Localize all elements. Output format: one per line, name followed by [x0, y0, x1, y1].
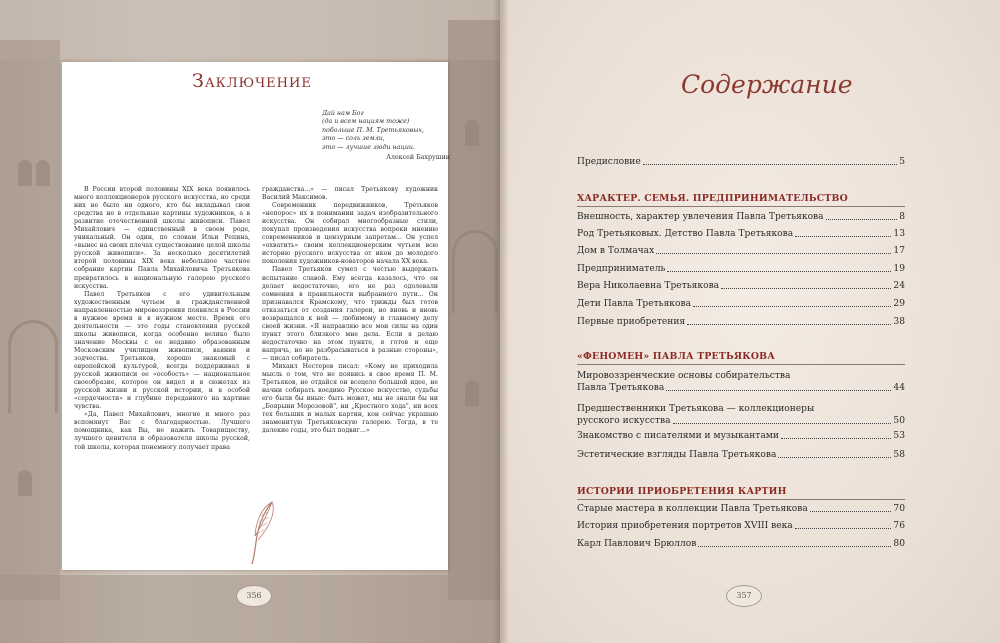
- dot-leader: [781, 438, 892, 439]
- toc-section-title: «ФЕНОМЕН» ПАВЛА ТРЕТЬЯКОВА: [577, 351, 776, 362]
- toc-entry-label: Мировоззренческие основы собирательства: [577, 371, 791, 381]
- toc-entry-label: Первые приобретения: [577, 317, 686, 327]
- page-number-right: 357: [726, 585, 762, 607]
- toc-entry-label: Предприниматель: [577, 264, 666, 274]
- epigraph: [322, 110, 450, 162]
- page-number-left: 356: [236, 585, 272, 607]
- toc-entry-page: 58: [893, 450, 905, 460]
- paragraph: «Да, Павел Михайлович, многие и много раз вспомянут Вас с благодарностью. Лучшего помощника, как Вы, не нажить Товариществу, лучшего ценителя и образователя школы русской, той школы, которая понемногу получает права: [74, 411, 250, 451]
- toc-entry[interactable]: [577, 229, 905, 240]
- chapter-title: Заключение: [192, 70, 312, 92]
- toc-entry[interactable]: [577, 504, 905, 515]
- toc-entry-page: 38: [893, 317, 905, 327]
- dot-leader: [721, 288, 891, 289]
- toc-entry-label: Дети Павла Третьякова: [577, 299, 692, 309]
- paragraph: В России второй половины XIX века появилось много коллекционеров русского искусства, но среди них не было ни одного, кто бы вкладывал свои средства не в отдельные картины художников, а в развитие отечественной школы живописи. Павел Михайлович — единственный в своем роде, уникальный. Он один, по словам Ильи Репина, «вынес на своих плечах существование целой школы русской живописи». За несколько десятилетий второй половины XIX века небольшое частное собрание картин Павла Михайловича Третьякова превратилось в национальную галерею русского искусства.: [74, 186, 250, 290]
- toc-entry-label: Вера Николаевна Третьякова: [577, 281, 720, 291]
- toc-entry[interactable]: [577, 404, 905, 427]
- toc-entry-label: Карл Павлович Брюллов: [577, 539, 697, 549]
- dot-leader: [666, 390, 891, 391]
- toc-entry-page: 76: [893, 521, 905, 531]
- engraving-window: [465, 120, 479, 146]
- toc-entry[interactable]: [577, 299, 905, 310]
- dot-leader: [656, 253, 891, 254]
- right-page: [500, 0, 1000, 643]
- toc-entry-page: 13: [893, 229, 905, 239]
- toc-entry-label: Род Третьяковых. Детство Павла Третьякова: [577, 229, 794, 239]
- toc-entry[interactable]: [577, 521, 905, 532]
- toc-section-title: ИСТОРИИ ПРИОБРЕТЕНИЯ КАРТИН: [577, 486, 787, 497]
- toc-entry-label: История приобретения портретов XVIII века: [577, 521, 793, 531]
- toc-entry-label: Старые мастера в коллекции Павла Третьякова: [577, 504, 808, 514]
- toc-entry[interactable]: [577, 212, 905, 223]
- dot-leader: [778, 457, 891, 458]
- engraving-window: [465, 380, 479, 406]
- toc-entry-page: 50: [893, 415, 905, 426]
- epigraph-line: (да и всем нациям тоже): [322, 118, 410, 126]
- paragraph: Павел Третьяков с его удивительным художественным чутьем и гражданственной направленностью мировоззрения появился в России в нужное время и в нужном месте. Время его деятельности — это годы становления русской школы живописи, когда особенно велико было значение Москвы с ее недавно образованным Московским училищем живописи, ваяния и зодчества. Третьяков, хорошо знакомый с европейской культурой, всегда поддерживал в русской живописи ее «особость» — национальное своеобразие, которое он видел и в сюжетах из русской жизни и русской истории, и в особой «сердечности» и глубине переданного на картине чувства.: [74, 290, 250, 411]
- toc-entry-page: 19: [893, 264, 905, 274]
- toc-entry[interactable]: [577, 371, 905, 394]
- paragraph: Михаил Нестеров писал: «Кому не приходила мысль о том, что не появись в свое время П. М. Третьяков, не отдайся он всецело большой идее, не начни собирать воедино Русское искусство, судьбы его были бы иные: быть может, мы не знали бы ни „Боярыни Морозовой", ни „Крестного хода", ни всех тех больших и малых картин, кон сейчас украшаю знаменитую Третьяковскую галерею. Тогда, в те далекие годы, это был подвиг...»: [262, 363, 438, 435]
- toc-entry[interactable]: [577, 539, 905, 550]
- toc-entry-page: 53: [893, 431, 905, 441]
- toc-entry-page: 8: [899, 212, 905, 222]
- epigraph-author: Алексей Бахрушин: [386, 154, 450, 162]
- dot-leader: [687, 324, 891, 325]
- dot-leader: [667, 271, 891, 272]
- toc-entry-page: 70: [893, 504, 905, 514]
- toc-entry-label: Предисловие: [577, 157, 641, 167]
- toc-section-title: ХАРАКТЕР. СЕМЬЯ. ПРЕДПРИНИМАТЕЛЬСТВО: [577, 193, 848, 204]
- section-rule: [577, 364, 905, 365]
- toc-entry-page: 24: [893, 281, 905, 291]
- toc-entry-page: 80: [893, 539, 905, 549]
- dot-leader: [698, 546, 891, 547]
- dot-leader: [795, 236, 891, 237]
- text-column-2: [262, 186, 438, 435]
- epigraph-line: побольше П. М. Третьяковых,: [322, 126, 424, 134]
- dot-leader: [693, 306, 891, 307]
- epigraph-line: это — соль земли,: [322, 135, 385, 143]
- toc-entry-page: 17: [893, 246, 905, 256]
- epigraph-line: Дай нам Бог: [322, 110, 364, 117]
- toc-entry-label: Павла Третьякова: [577, 382, 665, 393]
- dot-leader: [673, 423, 892, 424]
- engraving-window: [36, 160, 50, 186]
- dot-leader: [795, 528, 892, 529]
- paragraph: гражданства...» — писал Третьякову художник Василий Максимов.: [262, 186, 438, 202]
- book-gutter: [493, 0, 509, 643]
- toc-entry[interactable]: [577, 157, 905, 168]
- paragraph: Павел Третьяков сумел с честью выдержать испытание славой. Ему всегда казалось, что он делает недостаточно, его не раз одолевали сомнения в правильности выбранного пути... Он признавался Крамскому, что трижды был готов отказаться от создания галереи, но вновь и вновь возвращался к ней — любимому и главному делу своей жизни. «Я направляю все мои силы на один пункт этого близкого мне дела. Если я делаю недостаточно на этом пункте, я готов и еще напрячь, но не разбрасываться в разные стороны», — писал собиратель.: [262, 266, 438, 362]
- toc-entry-label: Дом в Толмачах: [577, 246, 655, 256]
- toc-entry[interactable]: [577, 317, 905, 328]
- toc-entry-page: 5: [899, 157, 905, 167]
- toc-entry-page: 44: [893, 382, 905, 393]
- quill-icon: [242, 498, 282, 568]
- engraving-window: [18, 470, 32, 496]
- toc-entry[interactable]: [577, 264, 905, 275]
- section-rule: [577, 206, 905, 207]
- toc-entry-label: Знакомство с писателями и музыкантами: [577, 431, 779, 441]
- engraving-window: [18, 160, 32, 186]
- toc-entry[interactable]: [577, 431, 905, 442]
- toc-entry-label: русского искусства: [577, 415, 671, 426]
- toc-entry[interactable]: [577, 246, 905, 257]
- toc-title: Содержание: [681, 70, 853, 99]
- text-column-1: [74, 186, 250, 452]
- toc-entry-label: Эстетические взгляды Павла Третьякова: [577, 450, 777, 460]
- dot-leader: [810, 511, 892, 512]
- toc-entry[interactable]: [577, 281, 905, 292]
- toc-entry-label: Внешность, характер увлечения Павла Третьякова: [577, 212, 824, 222]
- engraving-arch-left: [8, 320, 58, 413]
- engraving-sky: [0, 0, 500, 60]
- dot-leader: [643, 164, 898, 165]
- paragraph: Современник передвижников, Третьяков «непорос» их в понимании задач изобразительного искусства. Он собирал многообразные стили, покупал произведения искусства вопреки мнению современников и цензурным запретам... Он успел «охватить» своим коллекционерским чутьем всю историю русского искусства от икон до молодого поколения художников-новаторов начала XX века.: [262, 202, 438, 266]
- toc-entry-label: Предшественники Третьякова — коллекционеры: [577, 404, 815, 414]
- toc-entry[interactable]: [577, 450, 905, 461]
- engraving-arch-right: [452, 230, 498, 313]
- section-rule: [577, 499, 905, 500]
- epigraph-line: это — лучшие люди нации.: [322, 143, 415, 151]
- dot-leader: [826, 219, 898, 220]
- toc-entry-page: 29: [893, 299, 905, 309]
